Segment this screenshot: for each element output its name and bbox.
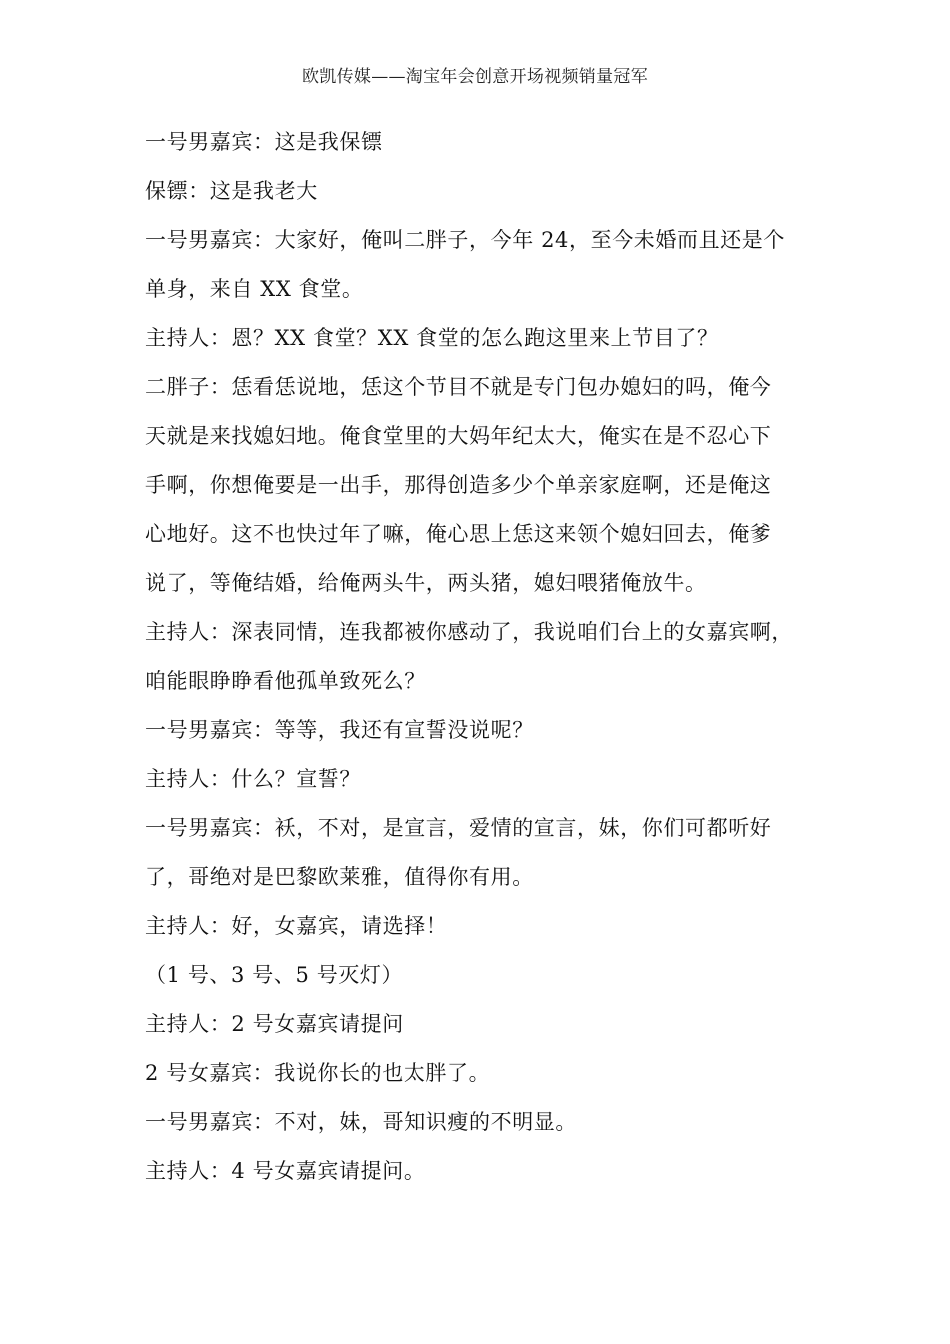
script-line: 手啊，你想俺要是一出手，那得创造多少个单亲家庭啊，还是俺这 [145, 473, 772, 497]
script-line: 一号男嘉宾：这是我保镖 [145, 130, 383, 154]
script-line: 主持人：深表同情，连我都被你感动了，我说咱们台上的女嘉宾啊， [145, 620, 793, 644]
script-line: 咱能眼睁睁看他孤单致死么？ [145, 669, 426, 693]
script-line: 保镖：这是我老大 [145, 179, 318, 203]
script-line: 主持人：好，女嘉宾，请选择！ [145, 914, 448, 938]
script-line: 了，哥绝对是巴黎欧莱雅，值得你有用。 [145, 865, 534, 889]
script-line: 主持人：4 号女嘉宾请提问。 [145, 1159, 426, 1183]
page-header: 欧凯传媒——淘宝年会创意开场视频销量冠军 [302, 67, 648, 87]
script-line: 二胖子：恁看恁说地，恁这个节目不就是专门包办媳妇的吗，俺今 [145, 375, 772, 399]
script-line: 说了，等俺结婚，给俺两头牛，两头猪，媳妇喂猪俺放牛。 [145, 571, 707, 595]
script-line: 单身，来自 XX 食堂。 [145, 277, 364, 301]
script-line: 心地好。这不也快过年了嘛，俺心思上恁这来领个媳妇回去，俺爹 [145, 522, 772, 546]
script-line: 主持人：什么？宣誓？ [145, 767, 361, 791]
script-line: 一号男嘉宾：不对，妹，哥知识瘦的不明显。 [145, 1110, 577, 1134]
script-line: 一号男嘉宾：等等，我还有宣誓没说呢？ [145, 718, 534, 742]
script-line: 主持人：2 号女嘉宾请提问 [145, 1012, 404, 1036]
script-line: 主持人：恩？XX 食堂？XX 食堂的怎么跑这里来上节目了？ [145, 326, 719, 350]
script-line: 一号男嘉宾：大家好，俺叫二胖子，今年 24，至今未婚而且还是个 [145, 228, 785, 252]
script-line: 天就是来找媳妇地。俺食堂里的大妈年纪太大，俺实在是不忍心下 [145, 424, 772, 448]
script-line: 一号男嘉宾：袄，不对，是宣言，爱情的宣言，妹，你们可都听好 [145, 816, 772, 840]
script-body [145, 118, 825, 1196]
script-line: 2 号女嘉宾：我说你长的也太胖了。 [145, 1061, 491, 1085]
script-line: （1 号、3 号、5 号灭灯） [145, 963, 404, 987]
